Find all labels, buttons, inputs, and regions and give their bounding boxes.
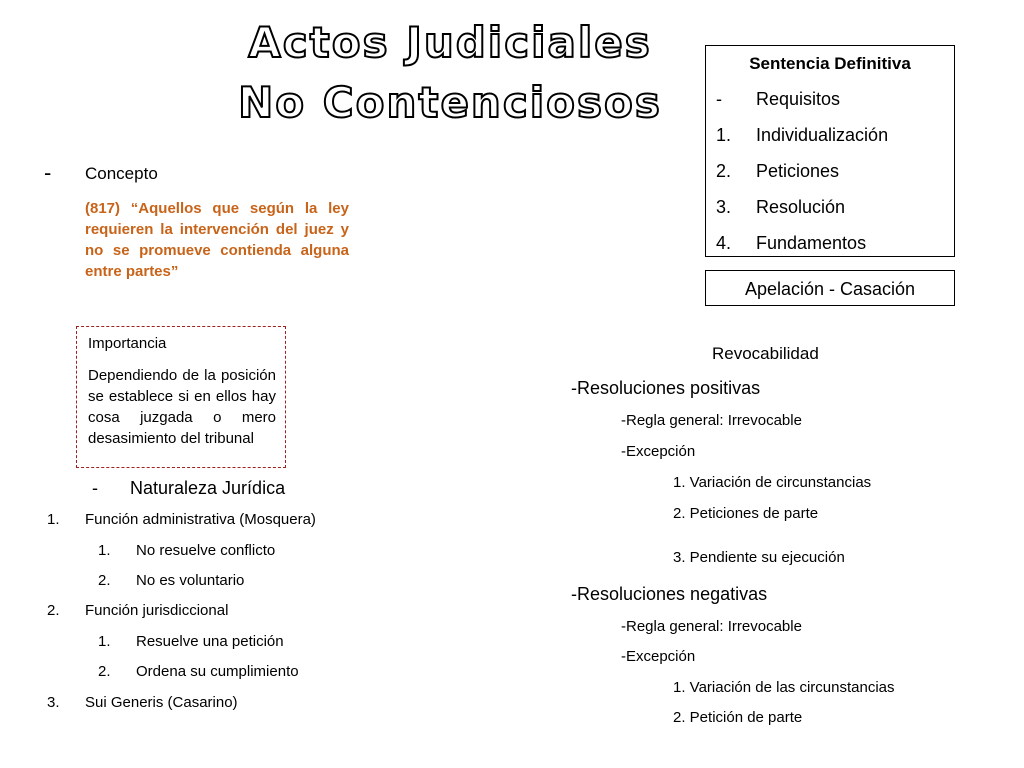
- sentencia-item: [716, 89, 840, 110]
- list-marker: 2.: [98, 572, 111, 589]
- concepto-label: Concepto: [85, 164, 158, 183]
- concepto-marker: -: [44, 160, 52, 185]
- resoluciones-negativas: -Resoluciones negativas: [571, 584, 768, 604]
- negativas-regla: -Regla general: Irrevocable: [621, 618, 802, 635]
- positivas-regla: -Regla general: Irrevocable: [621, 412, 802, 429]
- naturaleza-marker: -: [92, 478, 98, 498]
- naturaleza-subitem: No es voluntario: [136, 572, 245, 589]
- negativas-excepcion: -Excepción: [621, 648, 696, 665]
- naturaleza-subitem: Ordena su cumplimiento: [136, 663, 299, 680]
- sentencia-item: [716, 161, 839, 182]
- revocabilidad-title: Revocabilidad: [712, 344, 819, 363]
- list-marker: 1.: [716, 125, 732, 145]
- list-marker: 1.: [98, 542, 111, 559]
- sentencia-item-label: Individualización: [756, 125, 889, 145]
- importancia-box: [76, 326, 286, 468]
- naturaleza-label: Naturaleza Jurídica: [130, 478, 286, 498]
- list-marker: -: [716, 89, 722, 109]
- positivas-item: 2. Peticiones de parte: [673, 505, 819, 522]
- sentencia-item: [716, 125, 888, 146]
- sentencia-definitiva-box: [705, 45, 955, 257]
- sentencia-item: [716, 197, 845, 218]
- concepto-quote: (817) “Aquellos que según la ley requieren la intervención del juez y no se promueve contienda alguna entre partes”: [85, 200, 349, 280]
- resoluciones-positivas: -Resoluciones positivas: [571, 378, 761, 398]
- importancia-text: Dependiendo de la posición se establece si en ellos hay cosa juzgada o mero desasimiento del tribunal: [88, 367, 276, 447]
- importancia-title: Importancia: [88, 335, 167, 352]
- page-title-line-1: Actos Judiciales: [248, 18, 652, 67]
- page-title-line-2: No Contenciosos: [238, 78, 662, 127]
- list-marker: 1.: [47, 511, 60, 528]
- positivas-item: 1. Variación de circunstancias: [673, 474, 872, 491]
- negativas-item: 2. Petición de parte: [673, 709, 803, 726]
- sentencia-item-label: Requisitos: [756, 89, 841, 109]
- naturaleza-subitem: Resuelve una petición: [136, 633, 284, 650]
- list-marker: 3.: [47, 694, 60, 711]
- naturaleza-item: Función jurisdiccional: [85, 602, 229, 619]
- list-marker: 2.: [98, 663, 111, 680]
- list-marker: 4.: [716, 233, 732, 253]
- naturaleza-item: Función administrativa (Mosquera): [85, 511, 316, 528]
- naturaleza-item: Sui Generis (Casarino): [85, 694, 238, 711]
- sentencia-item-label: Fundamentos: [756, 233, 867, 253]
- list-marker: 2.: [716, 161, 732, 181]
- sentencia-item: [716, 233, 866, 254]
- sentencia-item-label: Resolución: [756, 197, 846, 217]
- positivas-item: 3. Pendiente su ejecución: [673, 549, 845, 566]
- list-marker: 1.: [98, 633, 111, 650]
- list-marker: 3.: [716, 197, 732, 217]
- positivas-excepcion: -Excepción: [621, 443, 696, 460]
- naturaleza-subitem: No resuelve conflicto: [136, 542, 276, 559]
- apelacion-casacion-box: Apelación - Casación: [705, 270, 955, 306]
- negativas-item: 1. Variación de las circunstancias: [673, 679, 895, 696]
- list-marker: 2.: [47, 602, 60, 619]
- sentencia-item-label: Peticiones: [756, 161, 840, 181]
- sentencia-title: Sentencia Definitiva: [749, 54, 911, 73]
